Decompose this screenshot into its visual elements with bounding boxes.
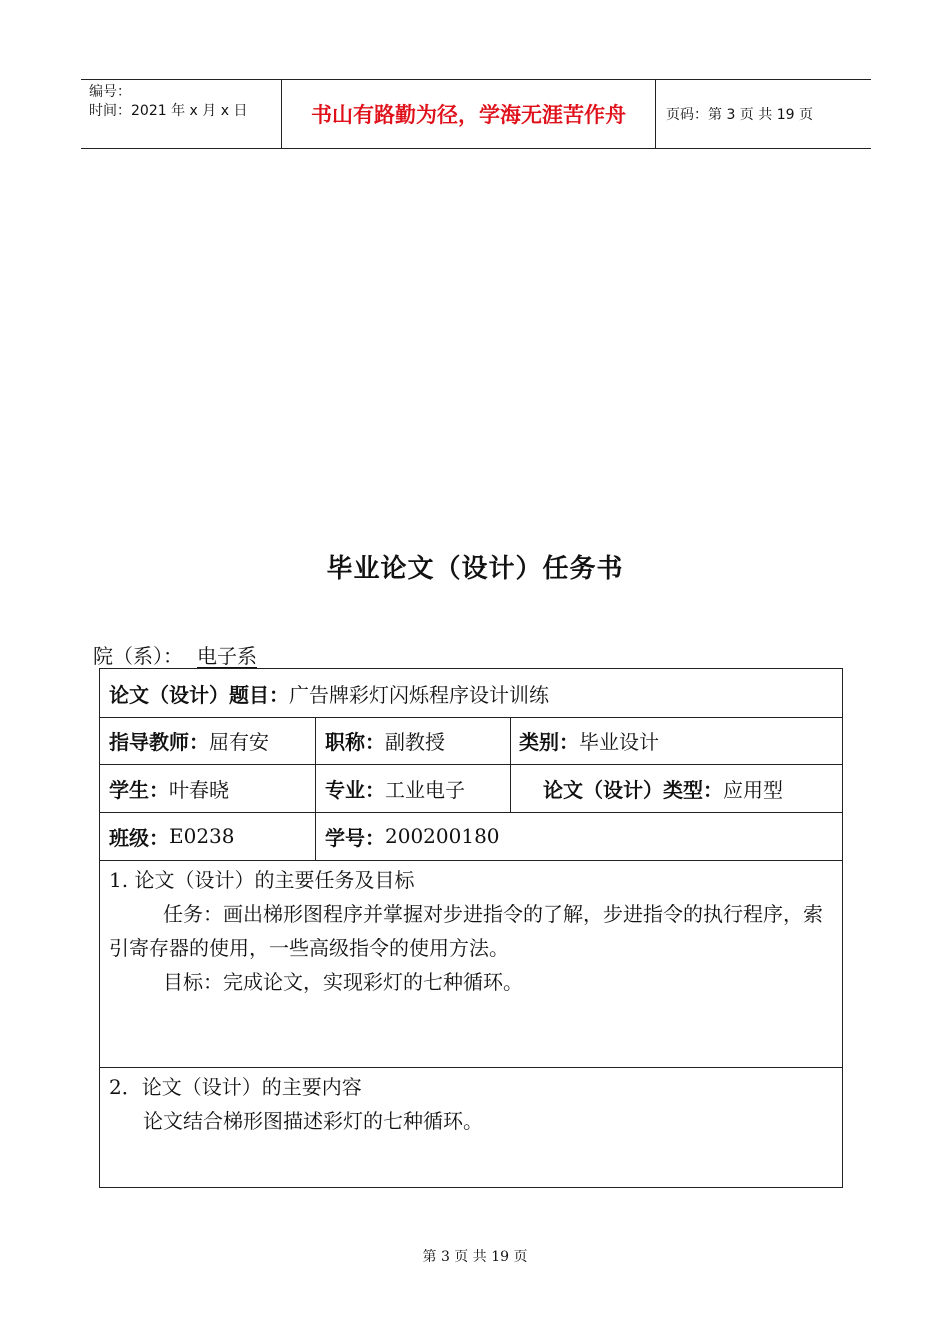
section-1-title: 1. 论文（设计）的主要任务及目标	[109, 868, 415, 892]
rank-cell	[325, 717, 445, 764]
rank-value: 副教授	[385, 730, 445, 754]
code-label: 编号：	[89, 84, 131, 100]
type-cell	[543, 764, 783, 812]
student-value: 叶春晓	[169, 777, 229, 802]
category-value: 毕业设计	[579, 730, 659, 754]
department-value: 电子系	[197, 644, 257, 668]
type-label: 论文（设计）类型：	[543, 777, 723, 802]
student-cell	[109, 764, 229, 812]
type-value: 应用型	[723, 777, 783, 802]
class-value: E0238	[169, 824, 235, 848]
student-id-label: 学号：	[325, 825, 385, 850]
department-line	[93, 640, 261, 669]
task-table	[99, 668, 843, 1188]
student-label: 学生：	[109, 777, 169, 802]
major-value: 工业电子	[385, 777, 465, 802]
page-footer: 第 3 页 共 19 页	[422, 1249, 528, 1265]
section-2-body: 论文结合梯形图描述彩灯的七种循环。	[143, 1109, 483, 1133]
header-page-info: 页码：第 3 页 共 19 页	[666, 107, 813, 123]
student-id-cell	[325, 812, 500, 860]
section-2-title: 2．论文（设计）的主要内容	[109, 1075, 362, 1099]
time-label: 时间：2021 年 x 月 x 日	[89, 103, 248, 119]
header-meta	[89, 83, 247, 121]
header-divider	[655, 80, 656, 148]
student-id-value: 200200180	[385, 824, 500, 848]
category-cell	[519, 717, 659, 764]
header-motto: 书山有路勤为径，学海无涯苦作舟	[311, 103, 626, 127]
topic-value: 广告牌彩灯闪烁程序设计训练	[289, 682, 549, 707]
section-1-goal: 目标：完成论文，实现彩灯的七种循环。	[163, 970, 523, 994]
col-divider	[510, 717, 511, 812]
category-label: 类别：	[519, 730, 579, 754]
major-cell	[325, 764, 465, 812]
row-divider	[100, 860, 842, 861]
advisor-label: 指导教师：	[109, 730, 209, 754]
topic-label: 论文（设计）题目：	[109, 682, 289, 707]
col-divider	[315, 717, 316, 860]
department-label: 院（系）：	[93, 644, 183, 668]
section-1-task: 任务：画出梯形图程序并掌握对步进指令的了解，步进指令的执行程序，索引寄存器的使用，一些高级指令的使用方法。	[109, 902, 823, 960]
topic-row	[109, 669, 549, 717]
advisor-cell	[109, 717, 269, 764]
major-label: 专业：	[325, 777, 385, 802]
class-cell	[109, 812, 235, 860]
document-title: 毕业论文（设计）任务书	[326, 554, 624, 584]
row-divider	[100, 1067, 842, 1068]
class-label: 班级：	[109, 825, 169, 850]
rank-label: 职称：	[325, 730, 385, 754]
page-header	[81, 79, 871, 149]
advisor-value: 屈有安	[209, 730, 269, 754]
